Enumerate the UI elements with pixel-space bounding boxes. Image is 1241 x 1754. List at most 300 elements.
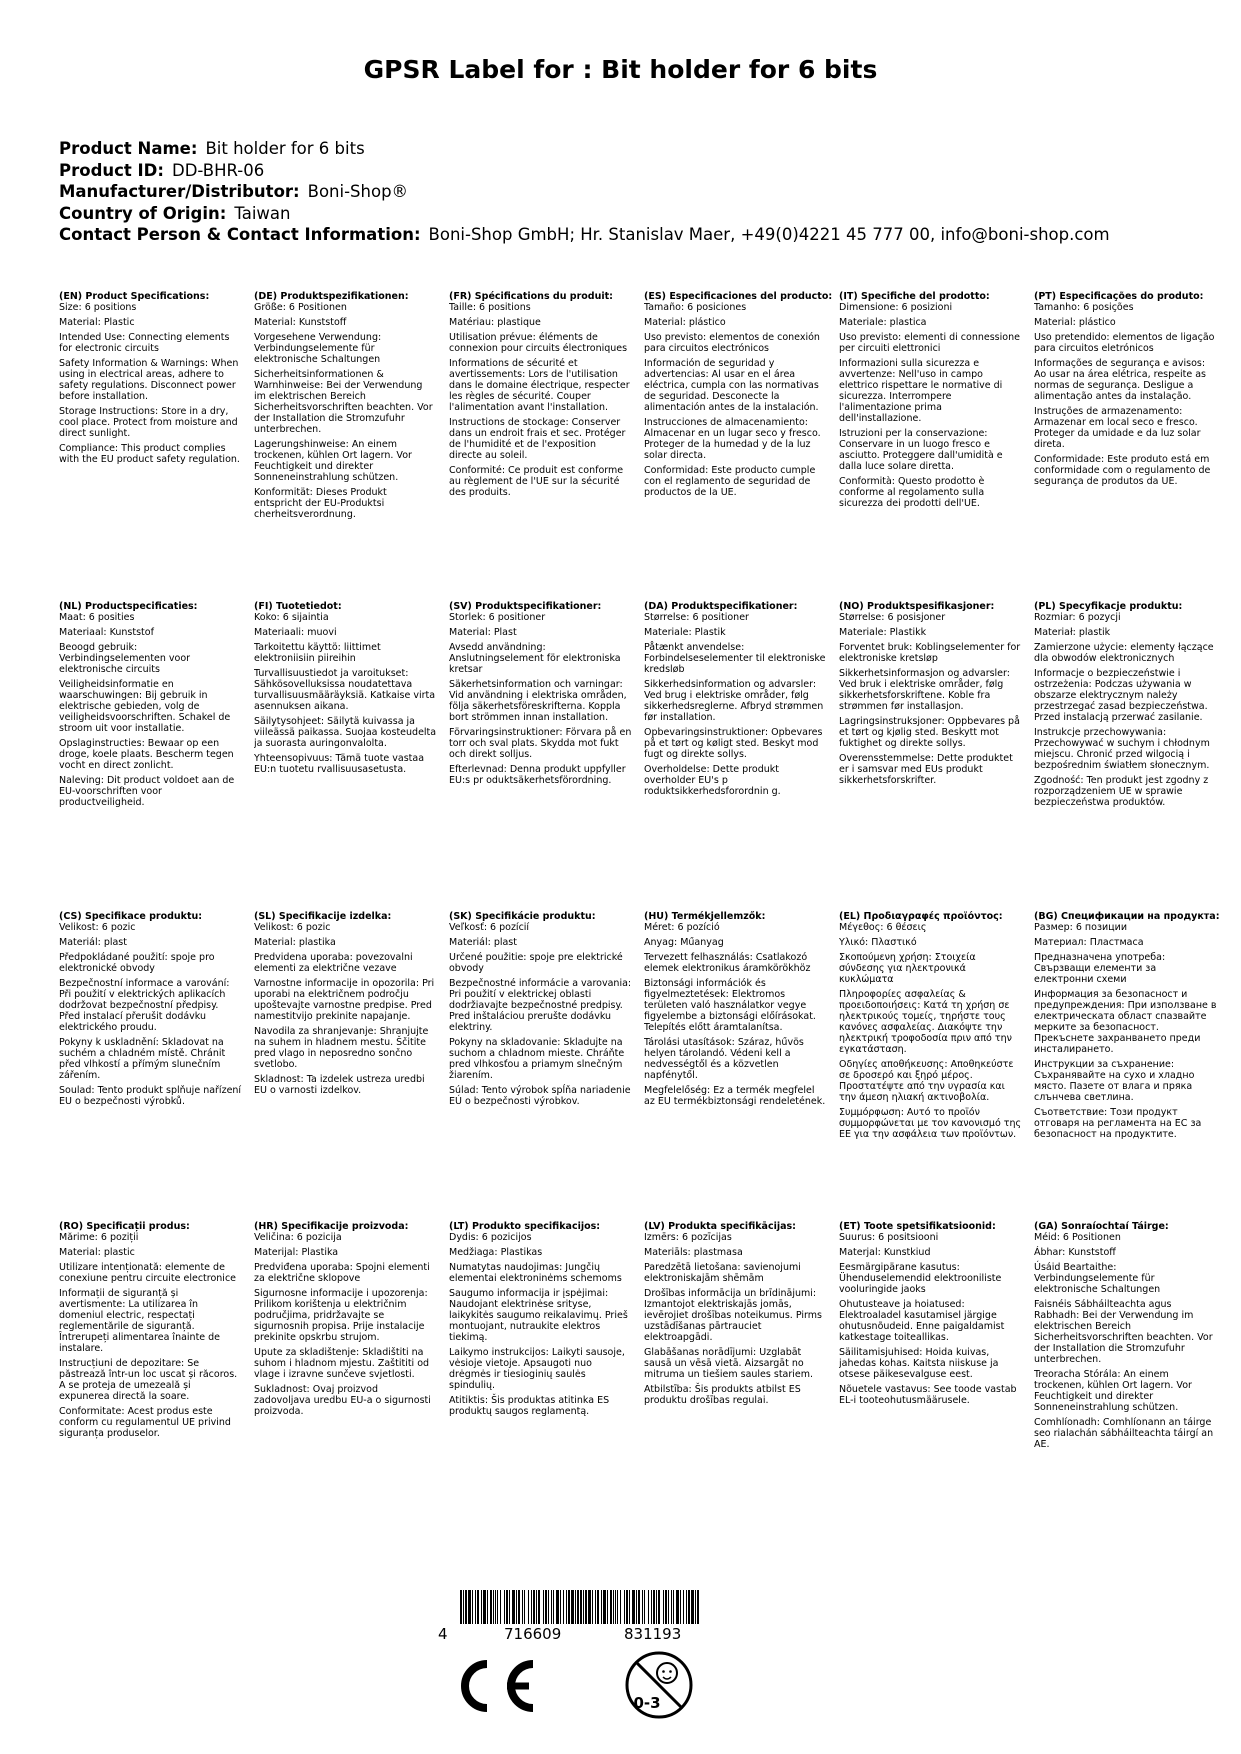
barcode-bar [518, 1590, 520, 1624]
language-spec-line: Faisnéis Sábháilteachta agus Rabhadh: Bei der Verwendung im elektrischen Bereich Sicherheitsvorschriften beachten. Vor der Installation die Stromzufuhr unterbrechen. [1034, 1299, 1213, 1365]
language-spec-line: Saugumo informacija ir įspėjimai: Naudojant elektrinėse srityse, laikykitės saugumo reikalavimų. Prieš montuojant, nutraukite elektros tiekimą. [449, 1288, 628, 1343]
language-spec-block [254, 911, 449, 1221]
language-spec-line: Overensstemmelse: Dette produktet er i samsvar med EUs produkt sikkerhetsforskrifter. [839, 753, 1013, 786]
barcode-bar [673, 1590, 674, 1624]
barcode-bar [528, 1590, 529, 1624]
barcode-bar [583, 1590, 584, 1624]
language-spec-block [449, 1221, 644, 1531]
language-spec-line: Säkerhetsinformation och varningar: Vid användning i elektriska områden, följa säkerhetsföreskrifterna. Koppla bort strömmen innan installation. [449, 679, 627, 723]
contact-label: Contact Person & Contact Information: [59, 225, 421, 244]
language-spec-line: Säilytysohjeet: Säilytä kuivassa ja viileässä paikassa. Suojaa kosteudelta ja suorasta auringonvalolta. [254, 716, 437, 749]
barcode-bar [603, 1590, 606, 1624]
language-spec-line: Πληροφορίες ασφαλείας & προειδοποιήσεις: Κατά τη χρήση σε ηλεκτρικούς τομείς, τηρήστε τους κανόνες ασφαλείας. Διακόψτε την ηλεκτρική τροφοδοσία πριν από την εγκατάσταση. [839, 989, 1012, 1055]
language-spec-line: Mărime: 6 poziții [59, 1232, 139, 1243]
language-spec-line: Medžiaga: Plastikas [449, 1247, 543, 1258]
language-spec-line: Размер: 6 позиции [1034, 922, 1127, 933]
language-spec-line: Laikymo instrukcijos: Laikyti sausoje, vėsioje vietoje. Apsaugoti nuo drėgmės ir tiesioginių saulės spindulių. [449, 1347, 625, 1391]
language-spec-heading: (GA) Sonraíochtaí Táirge: [1034, 1221, 1169, 1232]
language-spec-block [644, 911, 839, 1221]
barcode-bar [556, 1590, 559, 1624]
language-spec-line: Ohutusteave ja hoiatused: Elektroaladel kasutamisel järgige ohutusnõudeid. Enne paigaldamist katkestage toiteallikas. [839, 1299, 1005, 1343]
language-spec-line: Upute za skladištenje: Skladištiti na suhom i hladnom mjestu. Zaštititi od vlage i izravne sunčeve svjetlosti. [254, 1347, 430, 1380]
barcode-bar [509, 1590, 510, 1624]
language-spec-line: Veiligheidsinformatie en waarschuwingen: Bij gebruik in elektrische gebieden, volg de veiligheidsvoorschriften. Schakel de stroom uit voor installatie. [59, 679, 231, 734]
barcode-bar [472, 1590, 473, 1624]
barcode-bar [617, 1590, 618, 1624]
language-spec-line: Instructions de stockage: Conserver dans un endroit frais et sec. Protéger de l'humidité et de l'exposition directe au soleil. [449, 417, 626, 461]
language-spec-line: Materiał: plastik [1034, 627, 1111, 638]
language-spec-line: Informații de siguranță și avertismente: La utilizarea în domeniul electric, respectați reglementările de siguranță. Întrerupeți alimentarea înainte de instalare. [59, 1288, 221, 1354]
language-spec-line: Soulad: Tento produkt splňuje nařízení EU o bezpečnosti výrobků. [59, 1085, 242, 1107]
language-spec-line: Materjal: Kunstkiud [839, 1247, 931, 1258]
barcode-bar [601, 1590, 602, 1624]
barcode-bar [500, 1590, 501, 1624]
language-spec-line: Dydis: 6 pozicijos [449, 1232, 532, 1243]
barcode-bar [651, 1590, 652, 1624]
language-spec-block [449, 911, 644, 1221]
language-spec-line: Megfelelőség: Ez a termék megfelel az EU termékbiztonsági rendeletének. [644, 1085, 826, 1107]
barcode-bar [580, 1590, 582, 1624]
language-spec-line: Informacje o bezpieczeństwie i ostrzeżenia: Podczas używania w obszarze elektrycznym należy przestrzegać zasad bezpieczeństwa. Przed instalacją przerwać zasilanie. [1034, 668, 1208, 723]
language-spec-line: Maat: 6 posities [59, 612, 135, 623]
barcode-bar [588, 1590, 591, 1624]
language-spec-heading: (FI) Tuotetiedot: [254, 601, 342, 612]
language-spec-line: Material: Kunststoff [254, 317, 347, 328]
barcode-bar [680, 1590, 681, 1624]
age-warning-icon [624, 1650, 694, 1720]
barcode-bar [545, 1590, 547, 1624]
language-spec-line: Utilisation prévue: éléments de connexion pour circuits électroniques [449, 332, 628, 354]
language-spec-line: Určené použitie: spoje pre elektrické obvody [449, 952, 623, 974]
language-spec-line: Istruzioni per la conservazione: Conservare in un luogo fresco e asciutto. Proteggere dall'umidità e dalla luce solare diretta. [839, 428, 1003, 472]
language-spec-line: Nõuetele vastavus: See toode vastab EL-i tooteohutusmäärusele. [839, 1384, 1017, 1406]
language-spec-block [59, 291, 254, 601]
language-spec-line: Compliance: This product complies with the EU product safety regulation. [59, 443, 240, 465]
language-spec-line: Paredzētā lietošana: savienojumi elektroniskajām shēmām [644, 1262, 801, 1284]
language-spec-block [644, 601, 839, 911]
barcode-bar [563, 1590, 564, 1624]
language-spec-line: Materiāls: plastmasa [644, 1247, 743, 1258]
language-spec-line: Forventet bruk: Koblingselementer for elektroniske kretsløp [839, 642, 1021, 664]
language-spec-line: Μέγεθος: 6 θέσεις [839, 922, 927, 933]
language-spec-line: Velikost: 6 pozic [254, 922, 331, 933]
barcode-bar [629, 1590, 630, 1624]
barcode-bar [522, 1590, 523, 1624]
language-spec-heading: (DE) Produktspezifikationen: [254, 291, 409, 302]
language-spec-line: Materiaal: Kunststof [59, 627, 154, 638]
language-spec-line: Conformitate: Acest produs este conform cu regulamentul UE privind siguranța produselor. [59, 1406, 231, 1439]
barcode-bar [495, 1590, 496, 1624]
language-spec-line: Materiale: Plastik [644, 627, 726, 638]
language-spec-line: Súlad: Tento výrobok spĺňa nariadenie EÚ o bezpečnosti výrobkov. [449, 1085, 631, 1107]
language-spec-line: Säilitamisjuhised: Hoida kuivas, jahedas kohas. Kaitsta niiskuse ja otsese päikesevalguse eest. [839, 1347, 999, 1380]
language-spec-line: Yhteensopivuus: Tämä tuote vastaa EU:n tuotetu rvallisuusasetusta. [254, 753, 425, 775]
language-spec-line: Safety Information & Warnings: When using in electrical areas, adhere to safety regulations. Disconnect power before installation. [59, 358, 239, 402]
barcode-bar [671, 1590, 672, 1624]
language-spec-line: Instrucciones de almacenamiento: Almacenar en un lugar seco y fresco. Proteger de la humedad y de la luz solar directa. [644, 417, 821, 461]
language-spec-heading: (SK) Špecifikácie produktu: [449, 911, 596, 922]
language-spec-line: Méret: 6 pozíció [644, 922, 720, 933]
barcode-bar [613, 1590, 614, 1624]
language-spec-line: Materiál: plast [449, 937, 517, 948]
language-spec-line: Инструкции за съхранение: Съхранявайте на сухо и хладно място. Пазете от влага и пряка слънчева светлина. [1034, 1059, 1195, 1103]
barcode-bar [642, 1590, 643, 1624]
contact-value: Boni-Shop GmbH; Hr. Stanislav Maer, +49(0)4221 45 777 00, info@boni-shop.com [428, 225, 1110, 244]
barcode-bar [465, 1590, 467, 1624]
barcode-bar [691, 1590, 694, 1624]
language-spec-block [59, 911, 254, 1221]
product-name-row [59, 138, 1219, 160]
language-spec-line: Información de seguridad y advertencias: Al usar en el área eléctrica, cumpla con las normativas de seguridad. Desconecte la alimentación antes de la instalación. [644, 358, 819, 413]
language-spec-line: Material: Plast [449, 627, 517, 638]
barcode-bar [648, 1590, 649, 1624]
language-spec-line: Zgodność: Ten produkt jest zgodny z rozporządzeniem UE w sprawie bezpieczeństwa produktów. [1034, 775, 1209, 808]
language-spec-line: Beoogd gebruik: Verbindingselementen voor elektronische circuits [59, 642, 191, 675]
language-spec-block [644, 1221, 839, 1531]
barcode-bar [524, 1590, 525, 1624]
barcode-bar [592, 1590, 593, 1624]
language-spec-line: Utilizare intenționată: elemente de conexiune pentru circuite electronice [59, 1262, 237, 1284]
language-spec-line: Matériau: plastique [449, 317, 541, 328]
barcode-bar [585, 1590, 587, 1624]
language-spec-line: Méid: 6 Positionen [1034, 1232, 1121, 1243]
language-spec-line: Tamaño: 6 posiciones [644, 302, 747, 313]
language-spec-line: Glabāšanas norādījumi: Uzglabāt sausā un vēsā vietā. Aizsargāt no mitruma un tiešiem saules stariem. [644, 1347, 814, 1380]
language-spec-line: Instruções de armazenamento: Armazenar em local seco e fresco. Proteger da umidade e da luz solar direta. [1034, 406, 1201, 450]
language-spec-block [1034, 601, 1229, 911]
language-spec-line: Varnostne informacije in opozorila: Pri uporabi na električnem področju upoštevajte varnostne predpise. Pred namestitvijo prekinite napajanje. [254, 978, 435, 1022]
language-spec-block [839, 291, 1034, 601]
language-spec-block [839, 601, 1034, 911]
language-spec-line: Pokyny k uskladnění: Skladovat na suchém a chladném místě. Chránit před vlhkostí a přímým slunečním zářením. [59, 1037, 226, 1081]
barcode-bar [658, 1590, 660, 1624]
language-spec-line: Größe: 6 Positionen [254, 302, 347, 313]
barcode-bar [481, 1590, 482, 1624]
language-spec-block [1034, 1221, 1229, 1531]
language-spec-line: Avsedd användning: Anslutningselement för elektroniska kretsar [449, 642, 621, 675]
barcode-bar [653, 1590, 655, 1624]
barcode-bar [477, 1590, 479, 1624]
language-spec-line: Eesmärgipärane kasutus: Ühenduselemendid elektrooniliste vooluringide jaoks [839, 1262, 1002, 1295]
language-spec-line: Biztonsági információk és figyelmeztetések: Elektromos területen való használatkor vegye figyelembe a biztonsági előírásokat. Telepítés előtt áramtalanítsa. [644, 978, 816, 1033]
barcode-bar [644, 1590, 645, 1624]
barcode-bar [626, 1590, 628, 1624]
language-spec-line: Rozmiar: 6 pozycji [1034, 612, 1121, 623]
language-spec-heading: (NL) Productspecificaties: [59, 601, 198, 612]
barcode-bar [695, 1590, 696, 1624]
language-spec-line: Informations de sécurité et avertissements: Lors de l'utilisation dans le domaine électrique, respecter les règles de sécurité. Couper l'alimentation avant l'installation. [449, 358, 630, 413]
language-spec-heading: (SV) Produktspecifikationer: [449, 601, 602, 612]
language-spec-line: Bezpečnostné informácie a varovania: Pri použití v elektrickej oblasti dodržiavajte bezpečnostné predpisy. Pred inštaláciou prerušte dodávku elektriny. [449, 978, 632, 1033]
language-spec-line: Predviđena uporaba: Spojni elementi za električne sklopove [254, 1262, 430, 1284]
barcode-bar [610, 1590, 612, 1624]
language-spec-line: Предназначена употреба: Свързващи елементи за електронни схеми [1034, 952, 1166, 985]
barcode-bar [512, 1590, 515, 1624]
language-spec-heading: (EN) Product Specifications: [59, 291, 210, 302]
language-spec-line: Conformidade: Este produto está em conformidade com o regulamento de segurança de produtos da UE. [1034, 454, 1211, 487]
language-spec-heading: (CS) Specifikace produktu: [59, 911, 203, 922]
language-spec-line: Taille: 6 positions [449, 302, 531, 313]
language-spec-line: Konformität: Dieses Produkt entspricht der EU-Produktsi cherheitsverordnung. [254, 487, 387, 520]
language-spec-line: Skladnost: Ta izdelek ustreza uredbi EU o varnosti izdelkov. [254, 1074, 425, 1096]
barcode-bar [632, 1590, 635, 1624]
language-spec-block [1034, 291, 1229, 601]
barcode-bar [490, 1590, 492, 1624]
language-spec-line: Material: plástico [644, 317, 726, 328]
language-spec-line: Intended Use: Connecting elements for electronic circuits [59, 332, 230, 354]
language-spec-line: Treoracha Stórála: An einem trockenen, kühlen Ort lagern. Vor Feuchtigkeit und direkter Sonneneinstrahlung schützen. [1034, 1369, 1192, 1413]
barcode-bar [533, 1590, 535, 1624]
barcode-bar [615, 1590, 616, 1624]
language-spec-line: Atbilstība: Šis produkts atbilst ES produktu drošības regulai. [644, 1384, 801, 1406]
barcode-bar [475, 1590, 476, 1624]
language-spec-line: Úsáid Beartaithe: Verbindungselemente für elektronische Schaltungen [1034, 1262, 1161, 1295]
barcode-bar [686, 1590, 687, 1624]
language-spec-heading: (NO) Produktspesifikasjoner: [839, 601, 995, 612]
language-spec-line: Zamierzone użycie: elementy łączące dla obwodów elektronicznych [1034, 642, 1214, 664]
ean-barcode [434, 1590, 734, 1643]
language-spec-block [1034, 911, 1229, 1221]
manufacturer-label: Manufacturer/Distributor: [59, 182, 300, 201]
language-spec-line: Materiaali: muovi [254, 627, 337, 638]
language-spec-block [59, 601, 254, 911]
language-spec-line: Material: plástico [1034, 317, 1116, 328]
language-spec-line: Naleving: Dit product voldoet aan de EU-voorschriften voor productveiligheid. [59, 775, 235, 808]
language-spec-line: Υλικό: Πλαστικό [839, 937, 917, 948]
ce-mark-icon [451, 1657, 537, 1715]
language-spec-heading: (HR) Specifikacije proizvoda: [254, 1221, 409, 1232]
language-spec-line: Tervezett felhasználás: Csatlakozó elemek elektronikus áramkörökhöz [644, 952, 811, 974]
barcode-bar [487, 1590, 488, 1624]
language-spec-heading: (PT) Especificações do produto: [1034, 291, 1204, 302]
barcode-bar [571, 1590, 574, 1624]
barcode-bar [663, 1590, 664, 1624]
language-spec-line: Drošības informācija un brīdinājumi: Izmantojot elektriskajās jomās, ievērojiet drošības noteikumus. Pirms uzstādīšanas pārtrauciet elektroapgādi. [644, 1288, 822, 1343]
language-spec-line: Информация за безопасност и предупреждения: При използване в електрическата област спазвайте мерките за безопасност. Прекъснете захранването преди инсталирането. [1034, 989, 1217, 1055]
contact-row [59, 224, 1219, 246]
language-spec-block [254, 601, 449, 911]
language-spec-line: Anyag: Műanyag [644, 937, 724, 948]
language-spec-line: Material: plastika [254, 937, 336, 948]
barcode-bar [575, 1590, 576, 1624]
language-spec-line: Tárolási utasítások: Száraz, hűvös helyen tárolandó. Védeni kell a nedvességtől és a közvetlen napfénytől. [644, 1037, 804, 1081]
barcode-bar [620, 1590, 621, 1624]
language-spec-block [644, 291, 839, 601]
product-info [59, 138, 1219, 246]
page-title: GPSR Label for : Bit holder for 6 bits [363, 55, 878, 84]
language-spec-line: Förvaringsinstruktioner: Förvara på en torr och sval plats. Skydda mot fukt och direkt solljus. [449, 727, 632, 760]
manufacturer-value: Boni-Shop® [307, 182, 409, 201]
barcode-bar [543, 1590, 544, 1624]
barcode-bar [536, 1590, 537, 1624]
language-spec-line: Storlek: 6 positioner [449, 612, 546, 623]
age-range-label: 0-3 [633, 1694, 661, 1712]
language-spec-line: Opslaginstructies: Bewaar op een droge, koele plaats. Bescherm tegen vocht en direct zonlicht. [59, 738, 234, 771]
barcode-bar [506, 1590, 508, 1624]
language-spec-heading: (IT) Specifiche del prodotto: [839, 291, 990, 302]
country-label: Country of Origin: [59, 203, 227, 223]
language-spec-line: Tarkoitettu käyttö: liittimet elektroniisiin piireihin [254, 642, 381, 664]
language-spec-line: Materijal: Plastika [254, 1247, 339, 1258]
product-id-row [59, 160, 1219, 182]
language-spec-line: Sicherheitsinformationen & Warnhinweise: Bei der Verwendung im elektrischen Bereich Sicherheitsvorschriften beachten. Vor der Installation die Stromzufuhr unterbrechen. [254, 369, 433, 435]
language-spec-line: Материал: Пластмаса [1034, 937, 1144, 948]
barcode-bar [597, 1590, 599, 1624]
country-row [59, 203, 1219, 225]
barcode-left-group: 716609 [504, 1625, 562, 1643]
language-spec-line: Material: plastic [59, 1247, 135, 1258]
barcode-bars [460, 1590, 700, 1624]
language-spec-line: Materiale: plastica [839, 317, 927, 328]
language-spec-line: Vorgesehene Verwendung: Verbindungselemente für elektronische Schaltungen [254, 332, 382, 365]
barcode-bar [497, 1590, 498, 1624]
language-spec-block [254, 1221, 449, 1531]
barcode-bar [668, 1590, 669, 1624]
language-spec-line: Opbevaringsinstruktioner: Opbevares på et tørt og køligt sted. Beskyt mod fugt og direkte sollys. [644, 727, 823, 760]
language-spec-block [839, 1221, 1034, 1531]
product-id-label: Product ID: [59, 160, 164, 180]
language-spec-line: Størrelse: 6 positioner [644, 612, 749, 623]
language-spec-line: Informazioni sulla sicurezza e avvertenze: Nell'uso in campo elettrico rispettare le normative di sicurezza. Interrompere l'alimentazione prima dell'installazione. [839, 358, 1003, 424]
language-spec-line: Pokyny na skladovanie: Skladujte na suchom a chladnom mieste. Chráňte pred vlhkosťou a priamym slnečným žiarením. [449, 1037, 625, 1081]
barcode-bar [595, 1590, 596, 1624]
language-spec-heading: (ES) Especificaciones del producto: [644, 291, 833, 302]
barcode-bar [463, 1590, 464, 1624]
barcode-bar [688, 1590, 690, 1624]
language-spec-line: Sikkerhetsinformasjon og advarsler: Ved bruk i elektriske områder, følg sikkerhetsforskriftene. Koble fra strømmen før installasjon. [839, 668, 1010, 712]
language-spec-block [449, 601, 644, 911]
language-spec-heading: (RO) Specificații produs: [59, 1221, 190, 1232]
language-spec-heading: (HU) Termékjellemzők: [644, 911, 766, 922]
language-spec-line: Instrucțiuni de depozitare: Se păstrează într-un loc uscat și răcoros. A se proteja de umezeală și expunerea directă la soare. [59, 1358, 238, 1402]
barcode-bar [607, 1590, 608, 1624]
language-spec-line: Instrukcje przechowywania: Przechowywać w suchym i chłodnym miejscu. Chronić przed wilgocią i bezpośrednim światłem słonecznym. [1034, 727, 1210, 771]
product-name-value: Bit holder for 6 bits [205, 139, 365, 158]
barcode-right-group: 831193 [624, 1625, 682, 1643]
barcode-bar [483, 1590, 486, 1624]
barcode-bar [560, 1590, 561, 1624]
language-spec-line: Påtænkt anvendelse: Forbindelseselementer til elektroniske kredsløb [644, 642, 826, 675]
language-spec-line: Materiale: Plastikk [839, 627, 927, 638]
language-spec-block [449, 291, 644, 601]
language-spec-heading: (LV) Produkta specifikācijas: [644, 1221, 796, 1232]
barcode-bar [568, 1590, 570, 1624]
language-spec-heading: (LT) Produkto specifikacijos: [449, 1221, 601, 1232]
language-spec-line: Uso pretendido: elementos de ligação para circuitos eletrónicos [1034, 332, 1215, 354]
language-spec-line: Veličina: 6 pozicija [254, 1232, 342, 1243]
barcode-bar [516, 1590, 517, 1624]
language-spec-line: Σκοπούμενη χρήση: Στοιχεία σύνδεσης για ηλεκτρονικά κυκλώματα [839, 952, 976, 985]
language-spec-line: Předpokládané použití: spoje pro elektronické obvody [59, 952, 215, 974]
language-spec-line: Ábhar: Kunststoff [1034, 1247, 1116, 1258]
barcode-bar [624, 1590, 625, 1624]
language-spec-line: Comhlíonadh: Comhlíonann an táirge seo rialachán sábháilteachta táirgí an AE. [1034, 1417, 1214, 1450]
language-spec-line: Conformità: Questo prodotto è conforme al regolamento sulla sicurezza dei prodotti dell'UE. [839, 476, 985, 509]
barcode-bar [504, 1590, 505, 1624]
product-name-label: Product Name: [59, 139, 198, 158]
language-spec-line: Οδηγίες αποθήκευσης: Αποθηκεύστε σε δροσερό και ξηρό μέρος. Προστατέψτε από την υγρασία και την άμεση ηλιακή ακτινοβολία. [839, 1059, 1014, 1103]
language-spec-line: Materiál: plast [59, 937, 127, 948]
barcode-bar [638, 1590, 640, 1624]
barcode-bar [683, 1590, 684, 1624]
language-spec-heading: (SL) Specifikacije izdelka: [254, 911, 392, 922]
language-spec-line: Størrelse: 6 posisjoner [839, 612, 946, 623]
barcode-first-digit: 4 [438, 1625, 448, 1643]
country-value: Taiwan [234, 203, 291, 223]
language-spec-line: Съответствие: Този продукт отговаря на регламента на ЕС за безопасност на продуктите. [1034, 1107, 1202, 1140]
barcode-bar [468, 1590, 471, 1624]
language-spec-line: Bezpečnostní informace a varování: Při použití v elektrických aplikacích dodržovat bezpečnostní předpisy. Před instalací přerušit dodávku elektrického proudu. [59, 978, 230, 1033]
language-spec-line: Conformité: Ce produit est conforme au règlement de l'UE sur la sécurité des produits. [449, 465, 624, 498]
language-spec-line: Conformidad: Este producto cumple con el reglamento de seguridad de productos de la UE. [644, 465, 816, 498]
language-spec-line: Sigurnosne informacije i upozorenja: Prilikom korištenja u električnim područjima, pridržavajte se sigurnosnih propisa. Prije instalacije prekinite opskrbu strujom. [254, 1288, 428, 1343]
language-spec-grid [59, 291, 1229, 1531]
language-spec-line: Suurus: 6 positsiooni [839, 1232, 939, 1243]
barcode-bar [656, 1590, 657, 1624]
barcode-bar [577, 1590, 579, 1624]
language-spec-line: Numatytas naudojimas: Jungčių elementai elektroninėms schemoms [449, 1262, 622, 1284]
language-spec-heading: (EL) Προδιαγραφές προϊόντος: [839, 911, 1003, 922]
barcode-bar [636, 1590, 637, 1624]
language-spec-line: Dimensione: 6 posizioni [839, 302, 953, 313]
language-spec-line: Veľkosť: 6 pozícií [449, 922, 530, 933]
language-spec-line: Predvidena uporaba: povezovalni elementi za električne vezave [254, 952, 413, 974]
language-spec-line: Lagringsinstruksjoner: Oppbevares på et tørt og kjølig sted. Beskytt mot fuktighet og direkte sollys. [839, 716, 1020, 749]
language-spec-line: Size: 6 positions [59, 302, 137, 313]
language-spec-block [59, 1221, 254, 1531]
language-spec-line: Sikkerhedsinformation og advarsler: Ved brug i elektriske områder, følg sikkerhedsreglerne. Afbryd strømmen før installation. [644, 679, 824, 723]
manufacturer-row [59, 181, 1219, 203]
barcode-bar [460, 1590, 462, 1624]
barcode-bar [553, 1590, 554, 1624]
language-spec-line: Turvallisuustiedot ja varoitukset: Sähkösovelluksissa noudatettava turvallisuusmääräyksiä. Katkaise virta asennuksen aikana. [254, 668, 436, 712]
barcode-bar [548, 1590, 549, 1624]
product-id-value: DD-BHR-06 [171, 160, 265, 180]
language-spec-block [839, 911, 1034, 1221]
language-spec-line: Uso previsto: elementos de conexión para circuitos electrónicos [644, 332, 820, 354]
barcode-bar [538, 1590, 540, 1624]
barcode-bar [531, 1590, 532, 1624]
language-spec-heading: (FR) Spécifications du produit: [449, 291, 613, 302]
language-spec-line: Koko: 6 sijaintia [254, 612, 329, 623]
language-spec-heading: (ET) Toote spetsifikatsioonid: [839, 1221, 996, 1232]
barcode-bar [493, 1590, 494, 1624]
language-spec-heading: (BG) Спецификации на продукта: [1034, 911, 1220, 922]
language-spec-line: Tamanho: 6 posições [1034, 302, 1134, 313]
barcode-bar [551, 1590, 552, 1624]
language-spec-line: Izmērs: 6 pozīcijas [644, 1232, 732, 1243]
language-spec-line: Συμμόρφωση: Αυτό το προϊόν συμμορφώνεται με τον κανονισμό της ΕΕ για την ασφάλεια των προϊόντων. [839, 1107, 1022, 1140]
language-spec-line: Sukladnost: Ovaj proizvod zadovoljava uredbu EU-a o sigurnosti proizvoda. [254, 1384, 431, 1417]
barcode-bar [676, 1590, 679, 1624]
language-spec-line: Uso previsto: elementi di connessione per circuiti elettronici [839, 332, 1020, 354]
language-spec-line: Informações de segurança e avisos: Ao usar na área elétrica, respeite as normas de segurança. Desligue a alimentação antes da instalação. [1034, 358, 1206, 402]
language-spec-line: Material: Plastic [59, 317, 135, 328]
language-spec-line: Efterlevnad: Denna produkt uppfyller EU:s pr oduktsäkerhetsförordning. [449, 764, 626, 786]
barcode-bar [665, 1590, 667, 1624]
language-spec-heading: (DA) Produktspecifikationer: [644, 601, 798, 612]
language-spec-line: Overholdelse: Dette produkt overholder EU's p roduktsikkerhedsforordnin g. [644, 764, 781, 797]
language-spec-block [254, 291, 449, 601]
language-spec-heading: (PL) Specyfikacje produktu: [1034, 601, 1183, 612]
language-spec-line: Navodila za shranjevanje: Shranjujte na suhem in hladnem mestu. Ščitite pred vlago in neposredno sončno svetlobo. [254, 1026, 429, 1070]
barcode-bar [697, 1590, 699, 1624]
language-spec-line: Atitiktis: Šis produktas atitinka ES produktų saugos reglamentą. [449, 1395, 610, 1417]
language-spec-line: Storage Instructions: Store in a dry, cool place. Protect from moisture and direct sunlight. [59, 406, 238, 439]
language-spec-line: Velikost: 6 pozic [59, 922, 136, 933]
language-spec-line: Lagerungshinweise: An einem trockenen, kühlen Ort lagern. Vor Feuchtigkeit und direkter Sonneneinstrahlung schützen. [254, 439, 412, 483]
barcode-bar [566, 1590, 567, 1624]
